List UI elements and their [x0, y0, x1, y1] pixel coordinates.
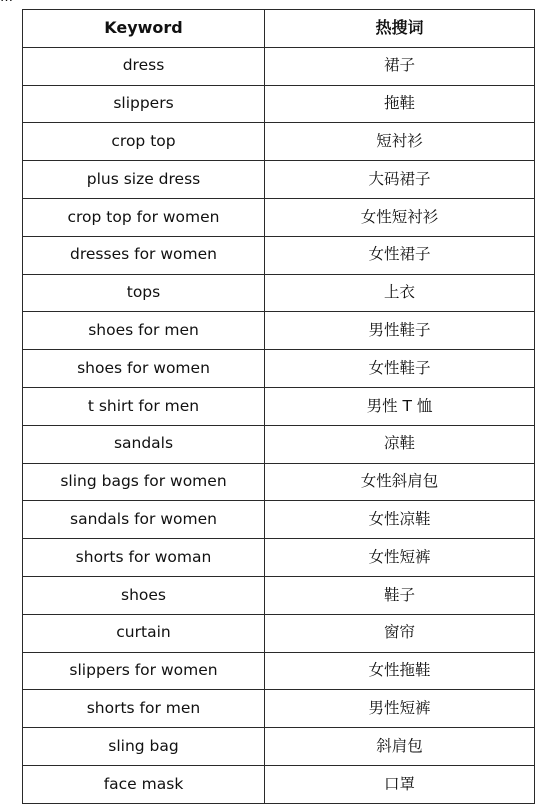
hot-search-term-cell: 裙子: [265, 47, 535, 85]
table-row: [23, 85, 535, 123]
keyword-table: [22, 9, 535, 804]
table-row: [23, 387, 535, 425]
keyword-cell: dresses for women: [23, 236, 265, 274]
hot-search-term-cell: 女性短裤: [265, 539, 535, 577]
keyword-cell: shoes for men: [23, 312, 265, 350]
hot-search-term-cell: 窗帘: [265, 614, 535, 652]
header-hot-search-term: 热搜词: [265, 10, 535, 48]
keyword-cell: crop top: [23, 123, 265, 161]
hot-search-term-cell: 上衣: [265, 274, 535, 312]
hot-search-term-cell: 女性凉鞋: [265, 501, 535, 539]
table-row: [23, 501, 535, 539]
table-row: [23, 425, 535, 463]
keyword-cell: face mask: [23, 765, 265, 803]
keyword-cell: curtain: [23, 614, 265, 652]
keyword-cell: t shirt for men: [23, 387, 265, 425]
table-row: [23, 312, 535, 350]
table-row: [23, 652, 535, 690]
hot-search-term-cell: 女性斜肩包: [265, 463, 535, 501]
table-header-row: [23, 10, 535, 48]
keyword-cell: dress: [23, 47, 265, 85]
table-row: [23, 690, 535, 728]
table-row: [23, 47, 535, 85]
table-row: [23, 728, 535, 766]
keyword-cell: sandals for women: [23, 501, 265, 539]
table-row: [23, 350, 535, 388]
keyword-cell: shorts for woman: [23, 539, 265, 577]
clipped-heading-fragment: [0, 0, 120, 2]
hot-search-term-cell: 女性裙子: [265, 236, 535, 274]
table-row: [23, 614, 535, 652]
keyword-cell: shorts for men: [23, 690, 265, 728]
keyword-cell: sling bag: [23, 728, 265, 766]
keyword-cell: slippers: [23, 85, 265, 123]
table-row: [23, 161, 535, 199]
table-row: [23, 236, 535, 274]
hot-search-term-cell: 女性短衬衫: [265, 198, 535, 236]
hot-search-term-cell: 拖鞋: [265, 85, 535, 123]
hot-search-term-cell: 鞋子: [265, 576, 535, 614]
keyword-cell: tops: [23, 274, 265, 312]
table-row: [23, 765, 535, 803]
hot-search-term-cell: 口罩: [265, 765, 535, 803]
table-row: [23, 274, 535, 312]
table-row: [23, 539, 535, 577]
table-body: [23, 47, 535, 803]
hot-search-term-cell: 斜肩包: [265, 728, 535, 766]
hot-search-term-cell: 女性鞋子: [265, 350, 535, 388]
table-row: [23, 123, 535, 161]
hot-search-term-cell: 男性短裤: [265, 690, 535, 728]
keyword-cell: slippers for women: [23, 652, 265, 690]
hot-search-term-cell: 男性 T 恤: [265, 387, 535, 425]
keyword-cell: crop top for women: [23, 198, 265, 236]
table-row: [23, 463, 535, 501]
keyword-cell: sling bags for women: [23, 463, 265, 501]
hot-search-term-cell: 大码裙子: [265, 161, 535, 199]
keyword-cell: plus size dress: [23, 161, 265, 199]
keyword-cell: shoes: [23, 576, 265, 614]
hot-search-term-cell: 女性拖鞋: [265, 652, 535, 690]
keyword-cell: sandals: [23, 425, 265, 463]
hot-search-term-cell: 男性鞋子: [265, 312, 535, 350]
header-keyword: Keyword: [23, 10, 265, 48]
hot-search-term-cell: 短衬衫: [265, 123, 535, 161]
table-row: [23, 198, 535, 236]
table-row: [23, 576, 535, 614]
hot-search-term-cell: 凉鞋: [265, 425, 535, 463]
keyword-cell: shoes for women: [23, 350, 265, 388]
